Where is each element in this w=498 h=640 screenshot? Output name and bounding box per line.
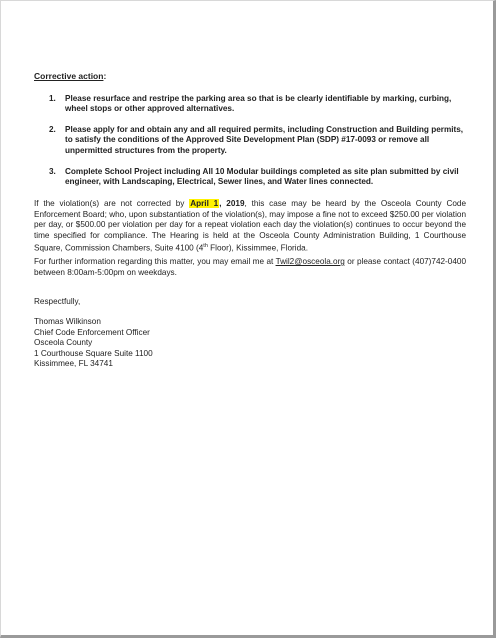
- violation-paragraph: If the violation(s) are not corrected by April 1, 2019, this case may be heard by the Osceola County Code Enforcement Board; who, upon substantiation of the violation(s), may impose a fine not to exceed $250.00 per violation per day, or $500.00 per violation per day for a repeat violation each day the violation(s) continues to occur beyond the time specified for compliance. The Hearing is held at the Osceola County Administration Building, 1 Courthouse Square, Commission Chambers, Suite 4100 (4th Floor), Kissimmee, Florida.: [34, 199, 467, 254]
- action-text: Please resurface and restripe the parking area so that is be clearly identifiable by marking, curbing, wheel stops or other approved alternatives.: [65, 94, 452, 114]
- action-item-3: [49, 167, 469, 188]
- action-number: 1.: [49, 94, 56, 103]
- email-link[interactable]: Twil2@osceola.org: [275, 257, 345, 266]
- action-number: 2.: [49, 125, 56, 134]
- closing-salutation: Respectfully,: [34, 297, 81, 306]
- contact-paragraph: For further information regarding this matter, you may email me at Twil2@osceola.org or please contact (407)742-0400 between 8:00am-5:00pm on weekdays.: [34, 257, 466, 277]
- signer-organization: Osceola County: [34, 338, 93, 348]
- signer-address-line-1: 1 Courthouse Square Suite 1100: [34, 348, 153, 358]
- signature-block: [34, 317, 153, 370]
- signer-name: Thomas Wilkinson: [34, 317, 101, 326]
- action-text: Complete School Project including All 10 Modular buildings completed as site plan submitted by civil engineer, with Landscaping, Electrical, Sewer lines, and Water lines connected.: [65, 167, 459, 187]
- action-item-2: [49, 125, 469, 156]
- signer-title: Chief Code Enforcement Officer: [34, 327, 150, 337]
- signer-address-line-2: Kissimmee, FL 34741: [34, 359, 113, 369]
- action-item-1: [49, 94, 469, 115]
- corrective-action-heading: Corrective action:: [34, 71, 107, 81]
- highlighted-date: April 1: [190, 199, 219, 208]
- action-text: Please apply for and obtain any and all required permits, including Construction and Building permits, to satisfy the conditions of the Approved Site Development Plan (SDP) #17-0093 or remove all unpermitted structures from the property.: [65, 125, 464, 155]
- action-number: 3.: [49, 167, 56, 176]
